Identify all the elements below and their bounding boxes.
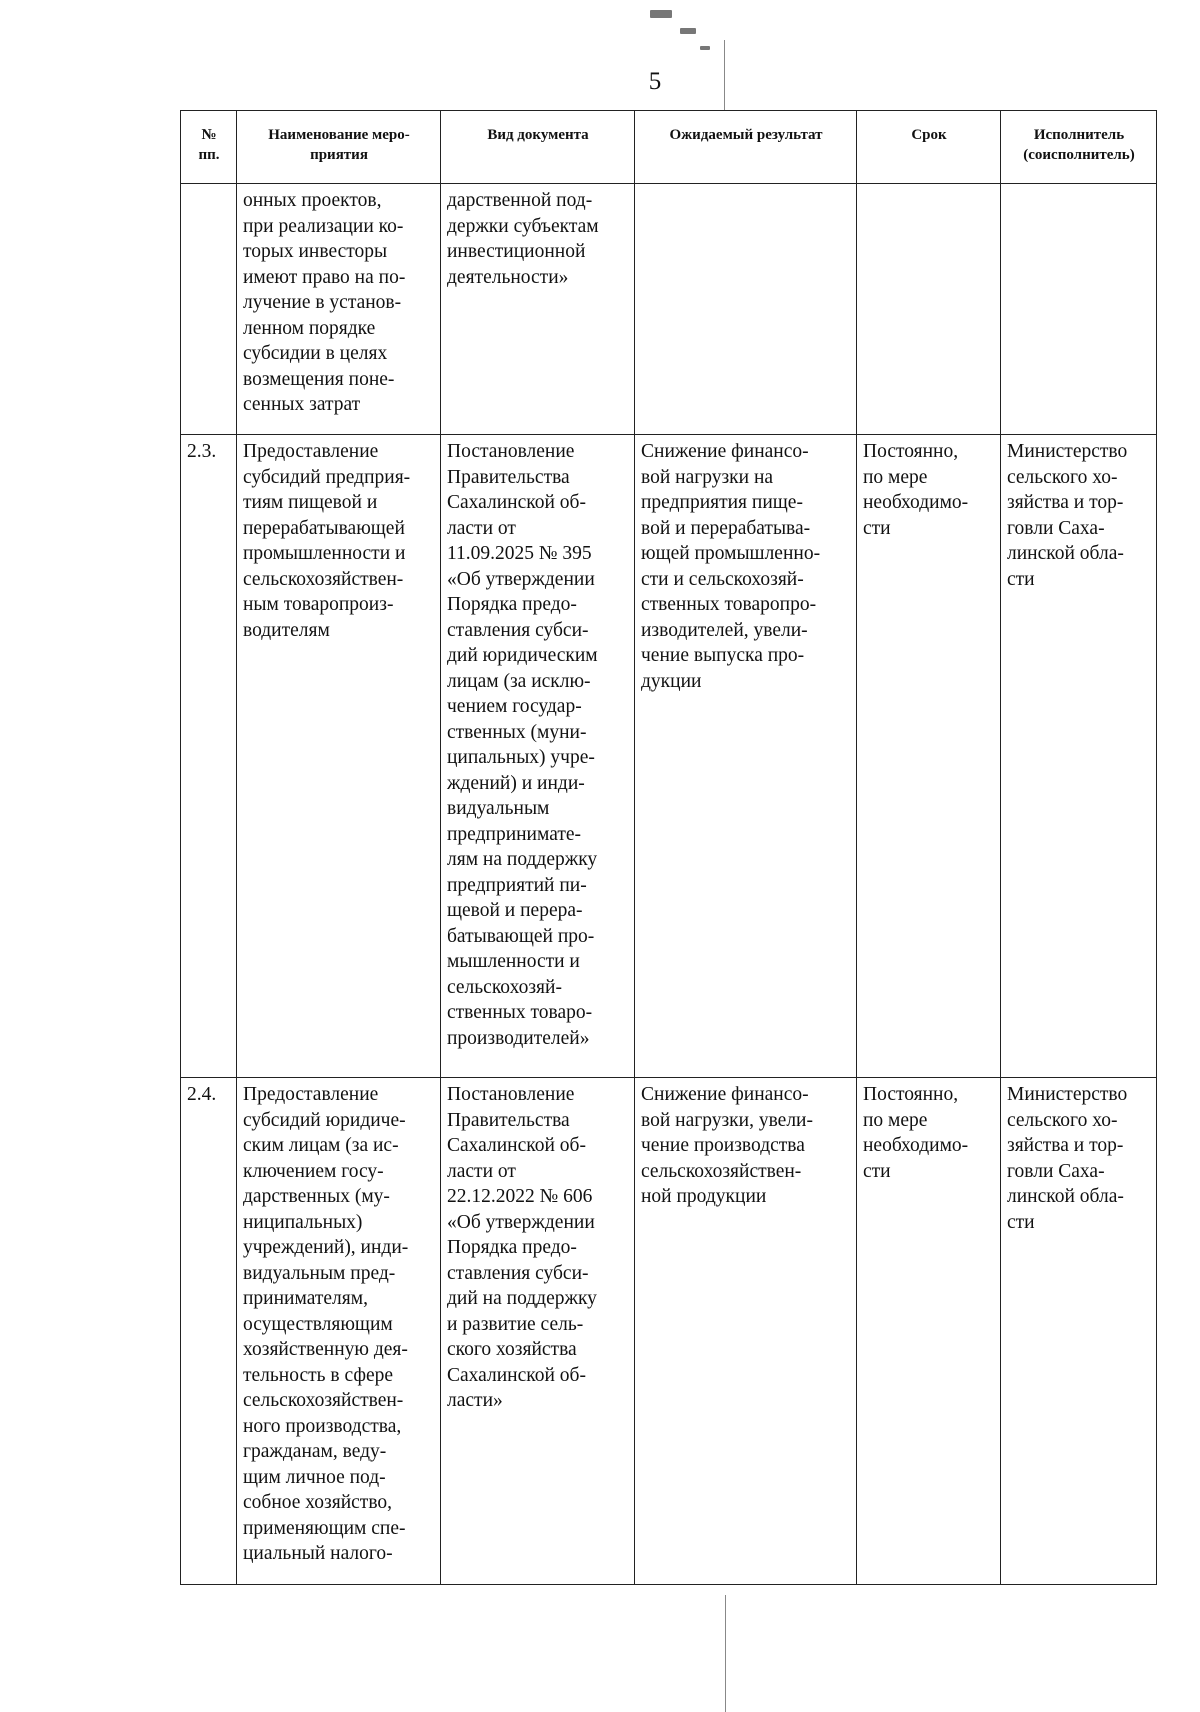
scan-artifact-line (725, 1595, 726, 1712)
header-number: № пп. (181, 111, 237, 184)
header-executor: Исполнитель (соисполнитель) (1001, 111, 1157, 184)
cell-expected-result (635, 184, 857, 435)
cell-document-type: Постановление Правительства Сахалинской об- ласти от 11.09.2025 № 395 «Об утверждении Порядка предо- ставления субси- дий юридическим лицам (за исклю- чением государ- ственных (муни- ципальных) учре- ждений) и инди- видуальным предпринимате- лям на поддержку предприятий пи- щевой и перера- батывающей про- мышленности и сельскохозяй- ственных товаро- производителей» (441, 435, 635, 1078)
cell-document-type: дарственной под- держки субъектам инвестиционной деятельности» (441, 184, 635, 435)
cell-expected-result: Снижение финансо- вой нагрузки, увели- чение производства сельскохозяйствен- ной продукции (635, 1078, 857, 1585)
cell-expected-result: Снижение финансо- вой нагрузки на предприятия пище- вой и перерабатыва- ющей промышленно- сти и сельскохозяй- ственных товаропро- изводителей, увели- чение выпуска про- дукции (635, 435, 857, 1078)
cell-measure-name: Предоставление субсидий предприя- тиям пищевой и перерабатывающей промышленности и сельскохозяйствен- ным товаропроиз- водителям (237, 435, 441, 1078)
cell-term: Постоянно, по мере необходимо- сти (857, 435, 1001, 1078)
cell-document-type: Постановление Правительства Сахалинской об- ласти от 22.12.2022 № 606 «Об утверждении Порядка предо- ставления субси- дий на поддержку и развитие сель- ского хозяйства Сахалинской об- ласти» (441, 1078, 635, 1585)
table-row (181, 184, 1157, 435)
cell-number: 2.4. (181, 1078, 237, 1585)
cell-measure-name: Предоставление субсидий юридиче- ским лицам (за ис- ключением госу- дарственных (му- ниципальных) учреждений), инди- видуальным пред- принимателям, осуществляющим хозяйственную дея- тельность в сфере сельскохозяйствен- ного производства, гражданам, веду- щим личное под- собное хозяйство, применяющим спе- циальный налого- (237, 1078, 441, 1585)
scan-artifact-speck (700, 46, 710, 50)
table-header-row (181, 111, 1157, 184)
header-measure-name: Наименование меро- приятия (237, 111, 441, 184)
cell-term (857, 184, 1001, 435)
header-expected-result: Ожидаемый результат (635, 111, 857, 184)
page-number: 5 (648, 68, 662, 95)
header-document-type: Вид документа (441, 111, 635, 184)
cell-number: 2.3. (181, 435, 237, 1078)
scan-artifact-speck (650, 10, 672, 18)
table-row (181, 435, 1157, 1078)
cell-executor (1001, 184, 1157, 435)
header-term: Срок (857, 111, 1001, 184)
cell-executor: Министерство сельского хо- зяйства и тор- говли Саха- линской обла- сти (1001, 1078, 1157, 1585)
scan-artifact-line (724, 40, 725, 110)
cell-term: Постоянно, по мере необходимо- сти (857, 1078, 1001, 1585)
cell-executor: Министерство сельского хо- зяйства и тор- говли Саха- линской обла- сти (1001, 435, 1157, 1078)
cell-number (181, 184, 237, 435)
measures-table (180, 110, 1157, 1585)
cell-measure-name: онных проектов, при реализации ко- торых инвесторы имеют право на по- лучение в установ- ленном порядке субсидии в целях возмещения поне- сенных затрат (237, 184, 441, 435)
table-row (181, 1078, 1157, 1585)
scan-artifact-speck (680, 28, 696, 34)
